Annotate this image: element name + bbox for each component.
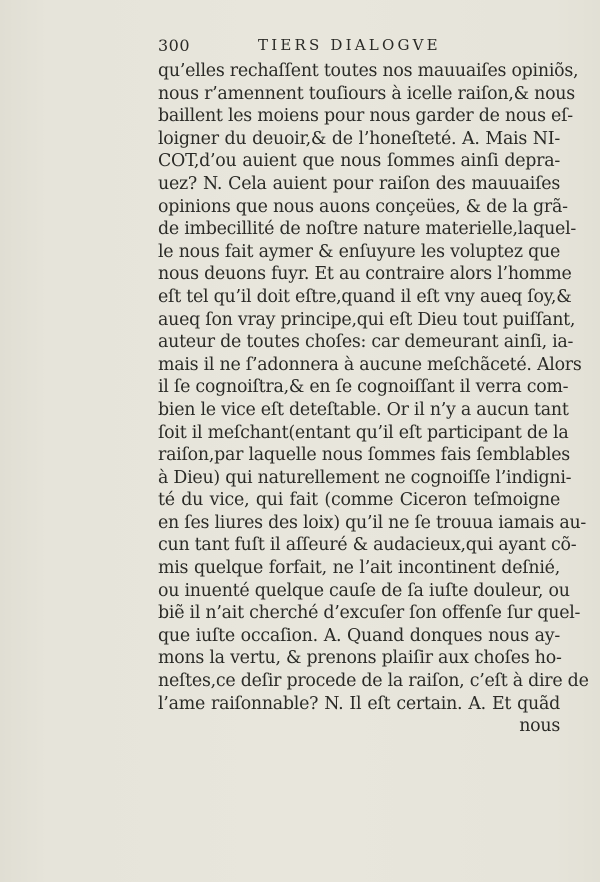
text-line: en ſes liures des loix) qu’il ne ſe trouua iamais au- (158, 512, 587, 533)
running-head (158, 36, 560, 58)
text-line: de imbecillité de noſtre nature materielle,laquel- (158, 219, 577, 240)
text-line: que iuſte occaſion. A. Quand donques nous ay- (158, 625, 560, 646)
text-line: bien le vice eſt deteſtable. Or il n’y a aucun tant (158, 399, 569, 420)
text-line: mons la vertu, & prenons plaiſir aux choſes ho- (158, 648, 562, 669)
text-line: auteur de toutes choſes: car demeurant ainſi, ia- (158, 332, 574, 353)
text-line: qu’elles rechaſſent toutes nos mauuaiſes opiniõs, (158, 61, 579, 81)
text-line: nous r’amennent touſiours à icelle raiſon,& nous (158, 83, 575, 104)
text-line: cun tant fuſt il aſſeuré & audacieux,qui ayant cõ- (158, 535, 577, 556)
text-line: loigner du deuoir,& de l’honeſteté. A. Mais NI- (158, 128, 560, 149)
body-text (158, 60, 589, 738)
text-line: le nous fait aymer & enſuyure les voluptez que (158, 241, 560, 262)
running-title: TIERS DIALOGVE (258, 36, 441, 54)
text-line: baillent les moiens pour nous garder de nous eſ- (158, 106, 573, 127)
text-line: té du vice, qui fait (comme Ciceron teſmoigne (158, 490, 560, 511)
text-line: opinions que nous auons conçeües, & de la grã- (158, 196, 568, 217)
text-line: biẽ il n’ait cherché d’excuſer ſon offenſe ſur quel- (158, 603, 581, 624)
text-line: nous deuons fuyr. Et au contraire alors l’homme (158, 264, 572, 285)
text-line: ſoit il meſchant(entant qu’il eſt participant de la (158, 422, 569, 443)
text-line: ou inuenté quelque cauſe de ſa iuſte douleur, ou (158, 580, 570, 601)
text-line: COT,d’ou auient que nous ſommes ainſi depra- (158, 151, 560, 172)
text-line: mis quelque forfait, ne l’ait incontinent deſnié, (158, 558, 560, 579)
text-line: l’ame raiſonnable? N. Il eſt certain. A. Et quãd (158, 693, 560, 714)
text-line: mais il ne ſ’adonnera à aucune meſchãceté. Alors (158, 354, 582, 375)
text-line: il ſe cognoiſtra,& en ſe cognoiſſant il verra com- (158, 377, 569, 398)
catchword: nous (519, 716, 560, 737)
text-line: uez? N. Cela auient pour raiſon des mauuaiſes (158, 173, 560, 194)
text-line: aueq ſon vray principe,qui eſt Dieu tout puiſſant, (158, 309, 576, 330)
text-line: neſtes,ce deſir procede de la raiſon, c’eſt à dire de (158, 671, 589, 692)
text-line: à Dieu) qui naturellement ne cognoiſſe l’indigni- (158, 467, 572, 488)
text-line: raiſon,par laquelle nous ſommes fais ſemblables (158, 445, 570, 466)
text-line: eſt tel qu’il doit eſtre,quand il eſt vny aueq ſoy,& (158, 286, 572, 307)
page-number: 300 (158, 36, 191, 55)
